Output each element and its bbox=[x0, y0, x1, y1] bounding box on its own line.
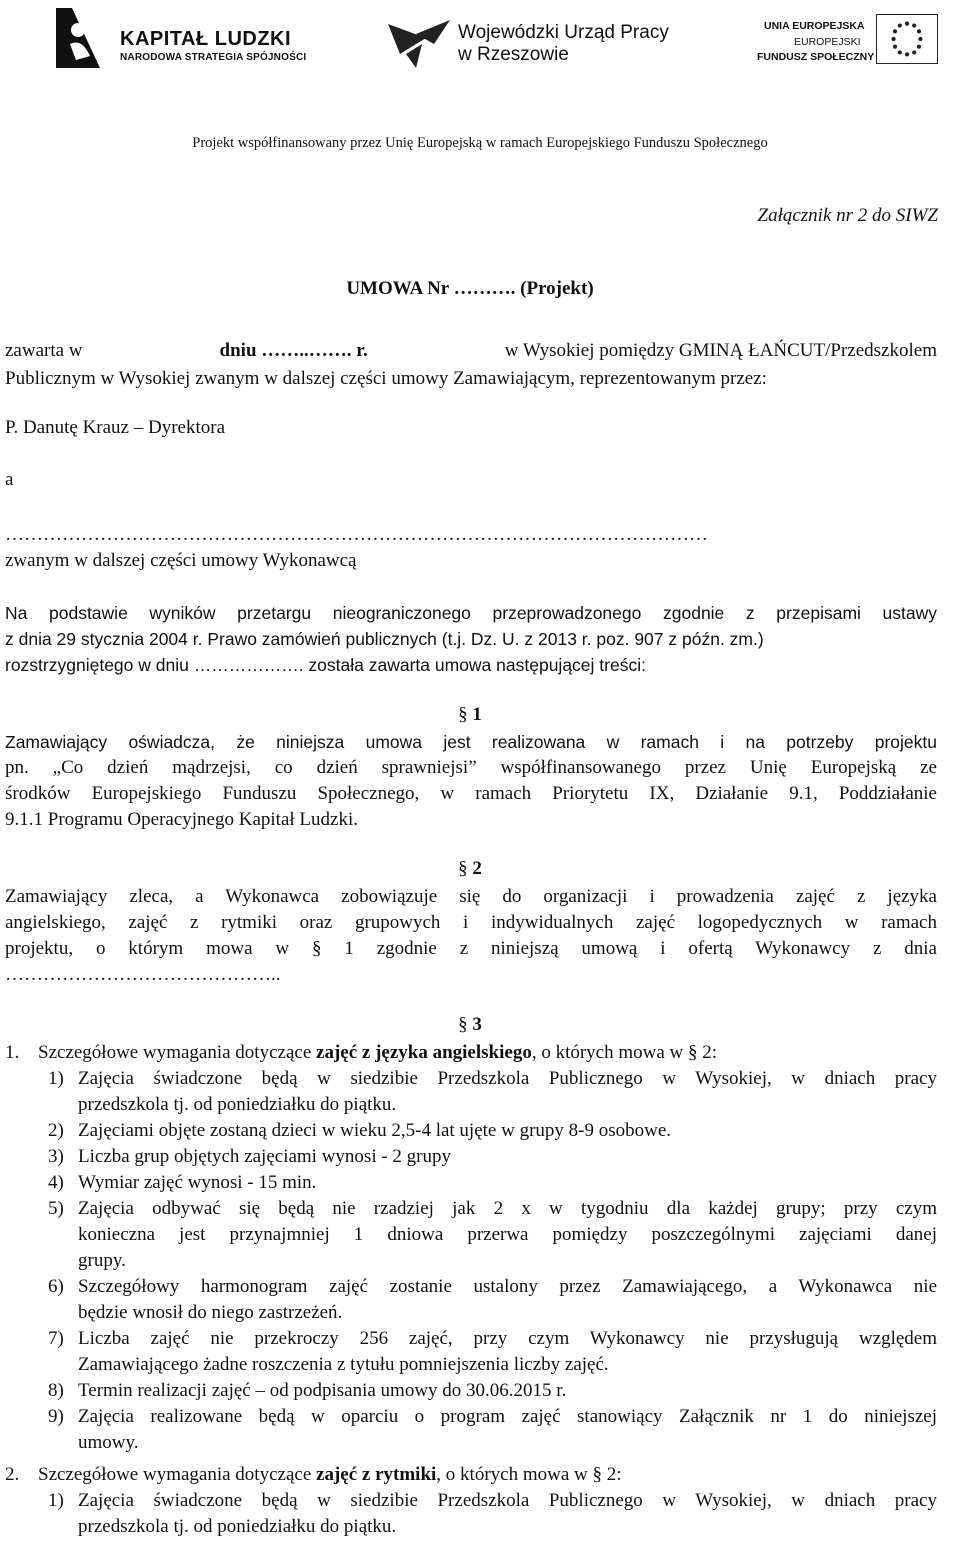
contract-title: UMOWA Nr ………. (Projekt) bbox=[346, 278, 594, 299]
list-item-number: 1) bbox=[48, 1490, 64, 1511]
list-item bbox=[48, 1196, 937, 1274]
s2-line4: …………………………………….. bbox=[5, 964, 281, 985]
basis-line3: rozstrzygniętego w dniu ………………. została zawarta umowa następującej treści: bbox=[5, 655, 646, 675]
section-symbol: § bbox=[458, 858, 468, 879]
list-item bbox=[48, 1144, 937, 1170]
section-number: 3 bbox=[472, 1014, 482, 1035]
section-3-heading bbox=[0, 1014, 940, 1036]
point-2-subject: zajęć z rytmiki bbox=[316, 1464, 437, 1485]
list-item-number: 4) bbox=[48, 1172, 64, 1193]
wup-name-line1: Wojewódzki Urząd Pracy bbox=[458, 22, 669, 43]
list-item bbox=[48, 1326, 937, 1378]
list-item-line: Zajęcia świadczone będą w siedzibie Przedszkola Publicznego w Wysokiej, w dniach pracy bbox=[78, 1068, 937, 1089]
section-number: 2 bbox=[472, 858, 482, 879]
list-item-line: Szczegółowy harmonogram zajęć zostanie ustalony przez Zamawiającego, a Wykonawca nie bbox=[78, 1276, 937, 1297]
list-item-number: 2) bbox=[48, 1120, 64, 1141]
point-1-heading bbox=[38, 1040, 717, 1066]
list-item bbox=[48, 1118, 937, 1144]
s2-line1: Zamawiający zleca, a Wykonawca zobowiązuje się do organizacji i prowadzenia zajęć z języka bbox=[5, 886, 937, 907]
list-item-number: 5) bbox=[48, 1198, 64, 1219]
eu-flag-icon bbox=[876, 14, 938, 64]
list-item bbox=[48, 1066, 937, 1118]
ue-line3: FUNDUSZ SPOŁECZNY bbox=[757, 51, 875, 63]
contractor-line: zwanym w dalszej części umowy Wykonawcą bbox=[5, 550, 357, 571]
intro-date: dniu ……..……. r. bbox=[219, 340, 368, 361]
ue-line1: UNIA EUROPEJSKA bbox=[764, 20, 865, 32]
list-item-line: Zajęcia świadczone będą w siedzibie Przedszkola Publicznego w Wysokiej, w dniach pracy bbox=[78, 1490, 937, 1511]
and-word: a bbox=[5, 469, 14, 490]
list-item-number: 6) bbox=[48, 1276, 64, 1297]
s1-line3: środków Europejskiego Funduszu Społecznego, w ramach Priorytetu IX, Działanie 9.1, Poddziałanie bbox=[5, 783, 937, 804]
point-2-tail: , o których mowa w § 2: bbox=[436, 1464, 622, 1485]
list-item-number: 9) bbox=[48, 1406, 64, 1427]
basis-line1: Na podstawie wyników przetargu nieograniczonego przeprowadzonego zgodnie z przepisami ustawy bbox=[5, 603, 937, 623]
representative: P. Danutę Krauz – Dyrektora bbox=[5, 417, 226, 438]
list-item-line: Liczba grup objętych zajęciami wynosi - 2 grupy bbox=[78, 1146, 452, 1167]
s1-line4: 9.1.1 Programu Operacyjnego Kapitał Ludzki. bbox=[5, 809, 358, 830]
list-item-line: będzie wnosił do niego zastrzeżeń. bbox=[78, 1302, 343, 1323]
list-item-line: Zamawiającego żadne roszczenia z tytułu pomniejszenia liczby zajęć. bbox=[78, 1354, 609, 1375]
list-item-line: konieczna jest przynajmniej 1 dniowa przerwa pomiędzy poszczególnymi zajęciami danej bbox=[78, 1224, 937, 1245]
section-2-heading bbox=[0, 858, 940, 880]
ue-line2: EUROPEJSKI bbox=[794, 36, 861, 48]
list-item bbox=[48, 1404, 937, 1456]
section-symbol: § bbox=[458, 704, 468, 725]
point-1-tail: , o których mowa w § 2: bbox=[531, 1042, 718, 1063]
list-item-line: Zajęciami objęte zostaną dzieci w wieku 2,5-4 lat ujęte w grupy 8-9 osobowe. bbox=[78, 1120, 672, 1141]
list-item bbox=[48, 1170, 937, 1196]
list-item-line: Wymiar zajęć wynosi - 15 min. bbox=[78, 1172, 317, 1193]
kapital-ludzki-title: KAPITAŁ LUDZKI bbox=[120, 28, 292, 50]
point-1-subject: zajęć z języka angielskiego bbox=[316, 1042, 532, 1063]
section-number: 1 bbox=[472, 704, 482, 725]
list-item bbox=[48, 1274, 937, 1326]
list-item-number: 7) bbox=[48, 1328, 64, 1349]
s1-line2: pn. „Co dzień mądrzejsi, co dzień sprawniejsi” współfinansowanego przez Unię Europejską ze bbox=[5, 757, 937, 778]
point-1-list bbox=[48, 1066, 937, 1456]
list-item-line: Termin realizacji zajęć – od podpisania umowy do 30.06.2015 r. bbox=[78, 1380, 567, 1401]
basis-line2: z dnia 29 stycznia 2004 r. Prawo zamówień publicznych (t.j. Dz. U. z 2013 r. poz. 907 z późn. zm.) bbox=[5, 629, 764, 649]
s2-line2: angielskiego, zajęć z rytmiki oraz grupowych i indywidualnych zajęć logopedycznych w ramach bbox=[5, 912, 937, 933]
attachment-label: Załącznik nr 2 do SIWZ bbox=[757, 205, 938, 226]
section-symbol: § bbox=[458, 1014, 468, 1035]
s1-line1: Zamawiający oświadcza, że niniejsza umowa jest realizowana w ramach i na potrzeby projektu bbox=[5, 732, 937, 752]
wup-bird-icon bbox=[386, 14, 452, 70]
list-item-number: 8) bbox=[48, 1380, 64, 1401]
point-2-list bbox=[48, 1488, 937, 1540]
list-item bbox=[48, 1488, 937, 1540]
point-2-text: Szczegółowe wymagania dotyczące bbox=[38, 1464, 312, 1485]
intro-line2: Publicznym w Wysokiej zwanym w dalszej części umowy Zamawiającym, reprezentowanym przez: bbox=[5, 368, 767, 389]
list-item-line: przedszkola tj. od poniedziałku do piątku. bbox=[78, 1094, 397, 1115]
s2-line3: projektu, o którym mowa w § 1 zgodnie z niniejszą umową i ofertą Wykonawcy z dnia bbox=[5, 938, 937, 959]
intro-part-b: w Wysokiej pomiędzy GMINĄ ŁAŃCUT/Przedszkolem bbox=[504, 340, 937, 361]
list-item-line: umowy. bbox=[78, 1432, 139, 1453]
contractor-dots: ………………………………………………………………………………………………… bbox=[5, 524, 708, 545]
list-item-line: grupy. bbox=[78, 1250, 126, 1271]
section-1-heading bbox=[0, 704, 940, 726]
point-1-number: 1. bbox=[5, 1042, 20, 1063]
intro-line1 bbox=[5, 338, 937, 364]
list-item-line: Liczba zajęć nie przekroczy 256 zajęć, przy czym Wykonawcy nie przysługują względem bbox=[78, 1328, 937, 1349]
wup-name-line2: w Rzeszowie bbox=[458, 44, 569, 65]
cofinancing-note: Projekt współfinansowany przez Unię Europejską w ramach Europejskiego Funduszu Społecznego bbox=[192, 135, 768, 151]
list-item-line: przedszkola tj. od poniedziałku do piątku. bbox=[78, 1516, 397, 1537]
list-item-number: 3) bbox=[48, 1146, 64, 1167]
list-item-number: 1) bbox=[48, 1068, 64, 1089]
list-item-line: Zajęcia realizowane będą w oparciu o program zajęć stanowiący Załącznik nr 1 do niniejszej bbox=[78, 1406, 937, 1427]
point-2-number: 2. bbox=[5, 1464, 20, 1485]
intro-part-a: zawarta w bbox=[5, 340, 83, 361]
point-2-heading bbox=[38, 1462, 622, 1488]
list-item bbox=[48, 1378, 937, 1404]
kapital-ludzki-subtitle: NARODOWA STRATEGIA SPÓJNOŚCI bbox=[120, 52, 307, 63]
point-1-text: Szczegółowe wymagania dotyczące bbox=[38, 1042, 312, 1063]
list-item-line: Zajęcia odbywać się będą nie rzadziej jak 2 x w tygodniu dla każdej grupy; przy czym bbox=[78, 1198, 937, 1219]
